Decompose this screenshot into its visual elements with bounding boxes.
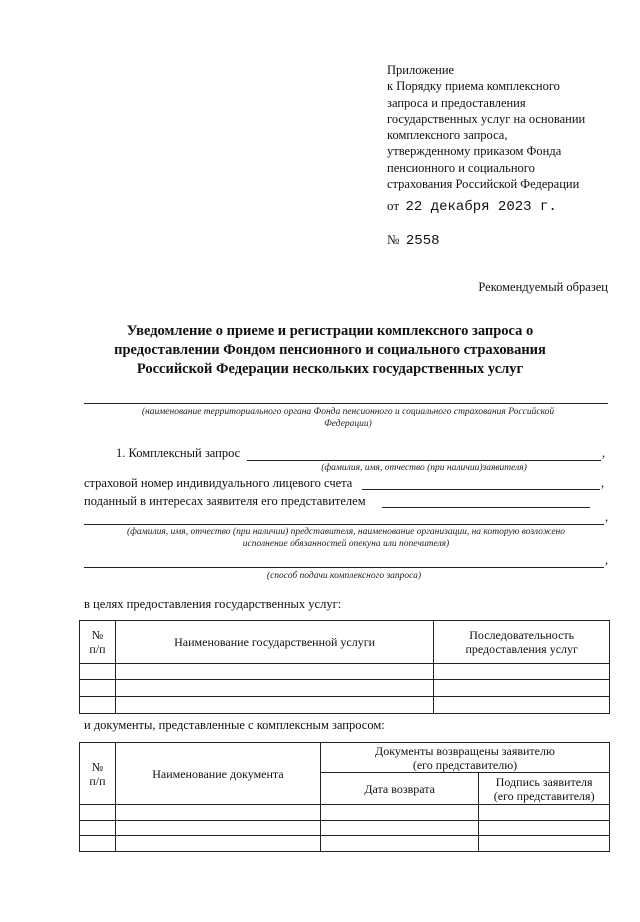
table-cell[interactable]: [115, 697, 434, 714]
submission-method-field[interactable]: [84, 567, 604, 568]
table-cell[interactable]: [434, 664, 610, 680]
appendix-line: страхования Российской Федерации: [387, 177, 580, 192]
header-text: (его представителю): [412, 757, 518, 772]
table-cell[interactable]: [80, 805, 116, 821]
snils-label: страховой номер индивидуального лицевого счета: [84, 476, 353, 490]
order-date-prefix: от: [387, 198, 400, 213]
table-cell[interactable]: [434, 680, 610, 697]
table-row: [80, 664, 610, 680]
complex-request-label: 1. Комплексный запрос: [116, 446, 241, 460]
table-cell[interactable]: [479, 836, 610, 852]
table-cell[interactable]: [80, 680, 116, 697]
title-line: Российской Федерации нескольких государственных услуг: [136, 361, 524, 377]
representative-name-field[interactable]: [84, 524, 604, 525]
table-row: [80, 697, 610, 714]
table-cell[interactable]: [321, 821, 479, 836]
header-cell-number: [80, 743, 116, 805]
applicant-caption: (фамилия, имя, отчество (при наличии)заявителя): [321, 463, 527, 473]
table-cell[interactable]: [115, 836, 320, 852]
title-line: Уведомление о приеме и регистрации комплексного запроса о: [126, 323, 534, 339]
table-cell[interactable]: [80, 821, 116, 836]
comma: ,: [601, 476, 605, 490]
territorial-body-caption: [88, 406, 608, 430]
comma: ,: [602, 446, 606, 460]
comma: ,: [605, 553, 609, 567]
table-cell[interactable]: [80, 664, 116, 680]
table-row: [80, 836, 610, 852]
header-text: предоставления услуг: [465, 642, 578, 656]
appendix-block: [387, 62, 627, 192]
order-date-value: 22 декабря 2023 г.: [405, 199, 557, 215]
header-text: №: [91, 759, 104, 774]
representative-label: поданный в интересах заявителя его представителем: [84, 494, 366, 508]
table-row: [80, 805, 610, 821]
table-cell[interactable]: [479, 805, 610, 821]
appendix-line: утвержденному приказом Фонда: [387, 144, 562, 159]
header-text: (его представителя): [493, 788, 595, 803]
representative-caption: [84, 526, 608, 550]
header-cell-return-date: [321, 773, 479, 805]
order-number-value: 2558: [405, 233, 440, 249]
caption-line: (фамилия, имя, отчество (при наличии) представителя, наименование организации, на которую возложено: [126, 527, 566, 537]
caption-line: Федерации): [324, 419, 372, 429]
table-row: [80, 821, 610, 836]
order-number-prefix: №: [387, 232, 400, 247]
appendix-line: государственных услуг на основании: [387, 111, 586, 126]
table-cell[interactable]: [115, 664, 434, 680]
header-text: Наименование государственной услуги: [174, 635, 376, 649]
territorial-body-field[interactable]: [84, 403, 608, 404]
table-cell[interactable]: [80, 836, 116, 852]
header-cell-document-name: [115, 743, 320, 805]
representative-field[interactable]: [382, 507, 590, 508]
header-text: №: [91, 628, 104, 642]
order-date: [387, 198, 557, 215]
table-cell[interactable]: [115, 821, 320, 836]
caption-line: исполнение обязанностей опекуна или попечителя): [242, 539, 450, 549]
header-cell-number: [80, 621, 116, 664]
table-cell[interactable]: [434, 697, 610, 714]
header-text: Подпись заявителя: [495, 774, 593, 789]
table-cell[interactable]: [115, 805, 320, 821]
document-title: [60, 322, 600, 379]
header-text: Дата возврата: [364, 781, 435, 796]
services-intro: в целях предоставления государственных услуг:: [84, 597, 342, 611]
caption-line: (наименование территориального органа Фонда пенсионного и социального страхования Российской: [141, 407, 555, 417]
recommended-sample-label: Рекомендуемый образец: [478, 280, 608, 294]
documents-intro: и документы, представленные с комплексным запросом:: [84, 718, 385, 732]
appendix-line: Приложение: [387, 63, 455, 77]
applicant-name-field[interactable]: [247, 460, 601, 461]
header-text: п/п: [89, 642, 106, 656]
table-cell[interactable]: [115, 680, 434, 697]
header-text: Последовательность: [469, 628, 575, 642]
appendix-line: комплексного запроса,: [387, 128, 508, 143]
order-number: [387, 232, 440, 249]
header-cell-order: [434, 621, 610, 664]
appendix-line: к Порядку приема комплексного: [387, 79, 560, 94]
snils-field[interactable]: [362, 489, 600, 490]
table-cell[interactable]: [321, 836, 479, 852]
header-text: Документы возвращены заявителю: [375, 743, 555, 758]
appendix-line: запроса и предоставления: [387, 95, 526, 110]
table-cell[interactable]: [80, 697, 116, 714]
appendix-line: пенсионного и социального: [387, 160, 535, 175]
services-table: [79, 620, 610, 714]
header-text: п/п: [89, 773, 106, 788]
header-text: Наименование документа: [152, 766, 284, 781]
documents-table: [79, 742, 610, 852]
submission-method-caption: (способ подачи комплексного запроса): [266, 571, 422, 581]
table-cell[interactable]: [479, 821, 610, 836]
table-row: [80, 680, 610, 697]
table-header-row: [80, 621, 610, 664]
header-cell-signature: [479, 773, 610, 805]
header-cell-service-name: [115, 621, 434, 664]
header-cell-documents-returned: [321, 743, 610, 773]
comma: ,: [605, 510, 609, 524]
table-header-row: [80, 743, 610, 773]
title-line: предоставлении Фондом пенсионного и социального страхования: [114, 342, 546, 358]
table-cell[interactable]: [321, 805, 479, 821]
